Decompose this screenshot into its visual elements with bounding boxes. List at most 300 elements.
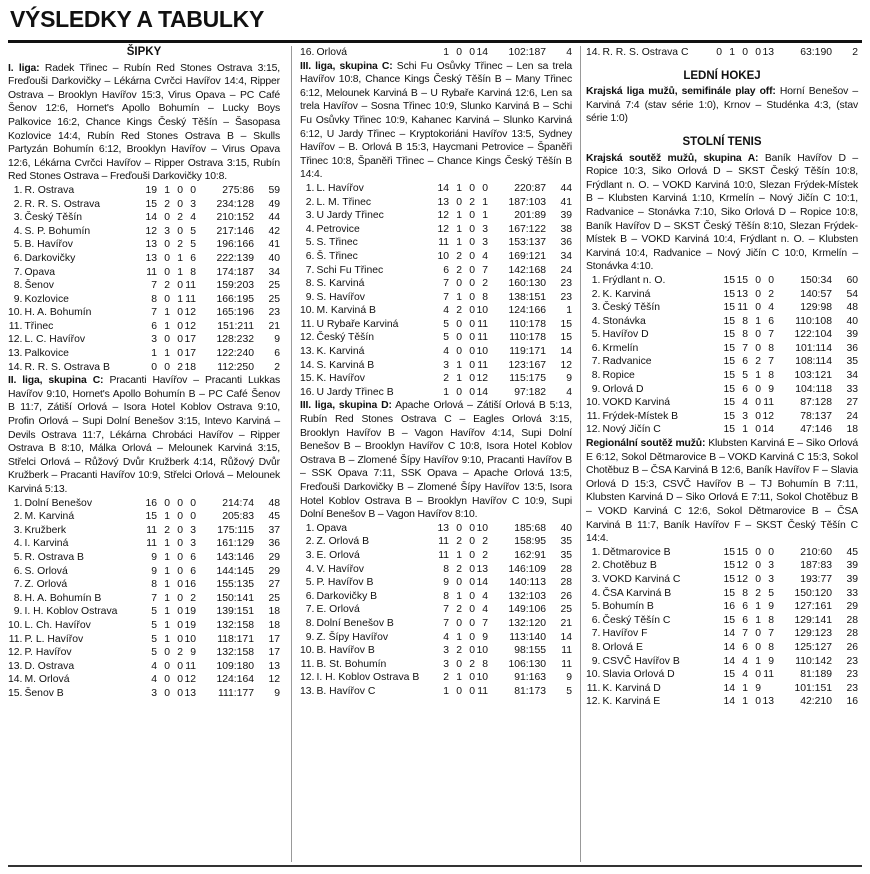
stat-cell: 2 [755, 587, 761, 599]
stat-cell: 0 [177, 225, 183, 237]
stat-cell: 7 [768, 329, 774, 341]
team-cell: S. Karviná B [316, 359, 375, 371]
stat-cell: 1 [164, 579, 170, 591]
score-cell: 139:151 [216, 606, 254, 618]
rank-cell: 1. [591, 274, 601, 286]
stat-cell: 3 [190, 198, 196, 210]
stat-cell: 0 [456, 346, 462, 358]
results-text: Klubsten Karviná E – Siko Orlová E 6:12, Sokol Dětmarovice B – VOKD Karviná C 15:3, Sokol Chotěbuz B – ČSA Karviná B 12:6, Baník Havířov F – Slavia Orlová D 15:3, CSVČ Havířov B – TJ Bohumín B 7:11, Klubsten Karviná D – Siko Orlová E 7:11, Sokol Chotěbuz B – VOKD Karviná C 12:6, Sokol Dětmarovice B – ČSA Karviná B 11:7, Baník Havířov F – SKST Český Těšín C 14:4. [586, 438, 858, 545]
score-cell: 127:161 [794, 601, 832, 613]
stat-cell: 15 [736, 546, 748, 558]
score-cell: 108:114 [795, 356, 832, 368]
score-cell: 124:166 [508, 305, 546, 317]
team-cell: L. Havířov [316, 182, 364, 194]
stat-cell: 9 [151, 551, 157, 563]
score-cell: 111:177 [217, 687, 254, 699]
table-row [300, 386, 572, 400]
table-row [586, 369, 858, 383]
table-row [8, 592, 280, 606]
stat-cell: 5 [190, 225, 196, 237]
rank-cell: 1. [305, 522, 315, 534]
table-row [586, 274, 858, 288]
stat-cell: 15 [723, 274, 735, 286]
points-cell: 9 [274, 687, 280, 699]
team-cell: D. Ostrava [24, 660, 75, 672]
score-cell: 185:68 [514, 522, 546, 534]
stat-cell: 14 [437, 182, 449, 194]
stat-cell: 14 [476, 577, 488, 589]
team-cell: L. C. Havířov [24, 334, 86, 346]
team-cell: Radvanice [602, 356, 652, 368]
stat-cell: 0 [177, 348, 183, 360]
stat-cell: 12 [145, 225, 157, 237]
score-cell: 214:74 [222, 497, 254, 509]
table-row [586, 301, 858, 315]
team-cell: P. Havířov [24, 647, 72, 659]
points-cell: 36 [846, 342, 858, 354]
stat-cell: 7 [151, 280, 157, 292]
stat-cell: 14 [762, 424, 774, 436]
points-cell: 23 [846, 682, 858, 694]
stat-cell: 9 [768, 601, 774, 613]
rank-cell: 6. [305, 250, 315, 262]
stat-cell: 0 [469, 685, 475, 697]
points-cell: 35 [560, 549, 572, 561]
stat-cell: 0 [456, 617, 462, 629]
team-cell: R. Ostrava B [24, 551, 84, 563]
points-cell: 48 [846, 302, 858, 314]
results-paragraph [586, 437, 858, 546]
points-cell: 4 [566, 386, 572, 398]
stat-cell: 15 [145, 511, 157, 523]
team-cell: Kružberk [24, 524, 67, 536]
stat-cell: 0 [469, 318, 475, 330]
team-cell: K. Karviná [602, 288, 651, 300]
table-row [8, 361, 280, 375]
score-cell: 110:178 [509, 332, 546, 344]
stat-cell: 11 [438, 237, 449, 249]
rank-cell: 10. [8, 307, 23, 319]
stat-cell: 0 [469, 47, 475, 58]
stat-cell: 1 [456, 373, 462, 385]
table-row [8, 225, 280, 239]
column-divider [291, 46, 292, 862]
score-cell: 153:137 [508, 237, 546, 249]
table-row [300, 359, 572, 373]
points-cell: 23 [846, 669, 858, 681]
stat-cell: 0 [177, 633, 183, 645]
stat-cell: 10 [476, 522, 488, 534]
points-cell: 16 [846, 696, 858, 708]
stat-cell: 6 [443, 264, 449, 276]
stat-cell: 1 [443, 685, 449, 697]
stat-cell: 0 [469, 386, 475, 398]
points-cell: 9 [566, 672, 572, 684]
points-cell: 38 [560, 223, 572, 235]
table-row [586, 342, 858, 356]
stat-cell: 0 [177, 198, 183, 210]
table-row [8, 605, 280, 619]
stat-cell: 8 [443, 590, 449, 602]
score-cell: 81:173 [514, 685, 546, 697]
stat-cell: 15 [723, 573, 735, 585]
team-cell: P. L. Havířov [24, 633, 84, 645]
rank-cell: 9. [13, 293, 23, 305]
stat-cell: 12 [437, 223, 449, 235]
stat-cell: 19 [184, 619, 196, 631]
stat-cell: 0 [469, 549, 475, 561]
stat-cell: 3 [190, 524, 196, 536]
team-cell: Český Těšín [316, 332, 375, 344]
stat-cell: 0 [164, 212, 170, 224]
points-cell: 34 [846, 370, 858, 382]
rank-cell: 16. [300, 386, 315, 398]
score-cell: 144:145 [216, 565, 254, 577]
stat-cell: 2 [469, 658, 475, 670]
score-cell: 160:130 [508, 278, 546, 290]
league-label: Regionální soutěž mužů: [586, 438, 706, 450]
team-cell: Stonávka [602, 315, 646, 327]
results-text: Apache Orlová – Zátiší Orlová B 5:13, Rubín Red Stones Ostrava C – Eagles Orlová 3:15, Brooklyn Havířov B – Vagon Havířov 4:14, Supi Dolní Benešov B – Brooklyn Havířov C 10:8, Isora Hotel Koblov Ostrava B – Zlomené Šípy Havířov 9:10, Pracanti Havířov B – SSK Opava 7:11, SSK Opava – Apache Orlová 13:5, Freďouši Darkovičky B – Zlomené Šípy Havířov 13:5, Isora Hotel Koblov Ostrava B – Brooklyn Havířov C 10:9, Supi Dolní Benešov B – Vagon Havířov 8:10. [300, 400, 573, 521]
table-row [8, 510, 280, 524]
rank-cell: 1. [13, 497, 23, 509]
points-cell: 11 [561, 645, 572, 657]
table-row [300, 685, 572, 699]
rank-cell: 2. [13, 198, 23, 210]
stat-cell: 0 [456, 577, 462, 589]
rank-cell: 11. [300, 318, 315, 330]
points-cell: 25 [268, 592, 280, 604]
stat-cell: 15 [723, 669, 735, 681]
score-cell: 118:171 [217, 633, 254, 645]
stat-cell: 1 [755, 614, 761, 626]
stat-cell: 3 [768, 573, 774, 585]
points-cell: 9 [566, 373, 572, 385]
team-cell: Slavia Orlová D [602, 669, 675, 681]
stat-cell: 1 [456, 359, 462, 371]
stat-cell: 0 [755, 410, 761, 422]
results-paragraph [8, 374, 280, 496]
stat-cell: 0 [177, 334, 183, 346]
points-cell: 25 [268, 293, 280, 305]
stat-cell: 6 [190, 252, 196, 264]
stat-cell: 7 [443, 604, 449, 616]
table-row [300, 631, 572, 645]
stat-cell: 3 [151, 334, 157, 346]
team-cell: CSVČ Havířov B [602, 655, 680, 667]
team-cell: B. Havířov C [316, 685, 376, 697]
stat-cell: 0 [755, 546, 761, 558]
stat-cell: 11 [477, 332, 488, 344]
standings-table [586, 274, 858, 437]
column-divider [580, 46, 581, 862]
stat-cell: 8 [190, 266, 196, 278]
stat-cell: 0 [768, 274, 774, 286]
table-row [8, 687, 280, 701]
stat-cell: 3 [164, 225, 170, 237]
team-cell: ČSA Karviná B [602, 587, 672, 599]
stat-cell: 15 [723, 383, 735, 395]
stat-cell: 14 [723, 641, 735, 653]
stat-cell: 16 [184, 579, 196, 591]
rank-cell: 14. [300, 359, 315, 371]
points-cell: 2 [274, 361, 280, 373]
standings-table [300, 46, 572, 60]
stat-cell: 11 [477, 685, 488, 697]
stat-cell: 2 [469, 196, 475, 208]
stat-cell: 0 [177, 687, 183, 699]
stat-cell: 0 [469, 645, 475, 657]
table-row [586, 695, 858, 709]
stat-cell: 4 [742, 655, 748, 667]
table-row [8, 293, 280, 307]
stat-cell: 8 [151, 579, 157, 591]
score-cell: 110:142 [795, 655, 832, 667]
stat-cell: 0 [469, 332, 475, 344]
stat-cell: 2 [456, 250, 462, 262]
points-cell: 45 [268, 511, 280, 523]
rank-cell: 12. [586, 696, 601, 708]
score-cell: 81:189 [800, 669, 832, 681]
rank-cell: 14. [586, 47, 601, 58]
table-row [586, 682, 858, 696]
stat-cell: 16 [145, 497, 157, 509]
rank-cell: 3. [591, 302, 601, 314]
rank-cell: 15. [300, 373, 315, 385]
score-cell: 187:103 [508, 196, 546, 208]
stat-cell: 15 [723, 410, 735, 422]
stat-cell: 6 [768, 315, 774, 327]
stat-cell: 11 [146, 538, 157, 550]
stat-cell: 1 [177, 293, 183, 305]
stat-cell: 1 [164, 320, 170, 332]
stat-cell: 8 [742, 329, 748, 341]
team-cell: Opava [24, 266, 56, 278]
stat-cell: 0 [164, 266, 170, 278]
score-cell: 201:89 [514, 210, 546, 222]
team-cell: Frýdek-Místek B [602, 410, 679, 422]
rank-cell: 5. [591, 329, 601, 341]
standings-table [8, 497, 280, 701]
table-row [586, 668, 858, 682]
rank-cell: 2. [13, 511, 23, 523]
table-row [586, 396, 858, 410]
table-row [8, 524, 280, 538]
stat-cell: 4 [443, 346, 449, 358]
stat-cell: 1 [164, 592, 170, 604]
team-cell: R. R. S. Ostrava [24, 198, 101, 210]
score-cell: 42:210 [800, 696, 832, 708]
stat-cell: 2 [456, 645, 462, 657]
score-cell: 140:57 [800, 288, 832, 300]
stat-cell: 0 [456, 196, 462, 208]
stat-cell: 1 [742, 696, 748, 708]
stat-cell: 15 [723, 546, 735, 558]
stat-cell: 6 [742, 383, 748, 395]
team-cell: Český Těšín [602, 302, 661, 314]
stat-cell: 12 [184, 307, 196, 319]
stat-cell: 3 [742, 410, 748, 422]
stat-cell: 0 [177, 538, 183, 550]
rank-cell: 8. [591, 370, 601, 382]
stat-cell: 2 [164, 524, 170, 536]
title-rule [8, 40, 862, 43]
score-cell: 140:113 [509, 577, 546, 589]
team-cell: Orlová D [602, 383, 644, 395]
points-cell: 49 [268, 198, 280, 210]
stat-cell: 0 [456, 318, 462, 330]
points-cell: 42 [268, 225, 280, 237]
results-paragraph [586, 152, 858, 274]
stat-cell: 4 [443, 631, 449, 643]
table-row [300, 590, 572, 604]
team-cell: Ropice [602, 370, 635, 382]
stat-cell: 12 [184, 320, 196, 332]
stat-cell: 1 [164, 606, 170, 618]
score-cell: 132:120 [508, 617, 546, 629]
stat-cell: 4 [482, 604, 488, 616]
stat-cell: 4 [482, 250, 488, 262]
stat-cell: 6 [151, 320, 157, 332]
stat-cell: 7 [742, 628, 748, 640]
stat-cell: 15 [723, 397, 735, 409]
stat-cell: 3 [482, 223, 488, 235]
points-cell: 21 [268, 320, 280, 332]
score-cell: 222:139 [216, 252, 254, 264]
stat-cell: 6 [190, 551, 196, 563]
score-cell: 159:203 [216, 280, 254, 292]
team-cell: Darkovičky B [316, 590, 378, 602]
score-cell: 115:175 [509, 373, 546, 385]
team-cell: M. Karviná [24, 511, 75, 523]
stat-cell: 3 [443, 359, 449, 371]
points-cell: 2 [852, 47, 858, 58]
points-cell: 36 [268, 538, 280, 550]
stat-cell: 9 [482, 631, 488, 643]
score-cell: 132:158 [216, 647, 254, 659]
score-cell: 193:77 [800, 573, 832, 585]
stat-cell: 1 [456, 223, 462, 235]
points-cell: 33 [846, 383, 858, 395]
score-cell: 102:187 [508, 47, 546, 58]
team-cell: S. Karviná [316, 278, 365, 290]
stat-cell: 15 [723, 614, 735, 626]
table-row [8, 320, 280, 334]
stat-cell: 0 [768, 546, 774, 558]
stat-cell: 12 [184, 674, 196, 686]
stat-cell: 2 [177, 239, 183, 251]
team-cell: M. Karviná B [316, 305, 376, 317]
stat-cell: 5 [151, 619, 157, 631]
stat-cell: 1 [164, 633, 170, 645]
score-cell: 175:115 [217, 524, 254, 536]
rank-cell: 7. [13, 579, 23, 591]
rank-cell: 8. [13, 592, 23, 604]
stat-cell: 6 [742, 356, 748, 368]
points-cell: 9 [274, 334, 280, 346]
stat-cell: 1 [177, 266, 183, 278]
table-row [8, 279, 280, 293]
team-cell: K. Karviná D [602, 682, 661, 694]
stat-cell: 19 [145, 184, 157, 196]
stat-cell: 0 [742, 47, 748, 58]
team-cell: S. Orlová [24, 565, 68, 577]
stat-cell: 2 [177, 361, 183, 373]
points-cell: 48 [268, 497, 280, 509]
rank-cell: 9. [13, 606, 23, 618]
stat-cell: 4 [742, 669, 748, 681]
points-cell: 34 [268, 266, 280, 278]
points-cell: 13 [268, 660, 280, 672]
results-paragraph [586, 85, 858, 126]
table-row [300, 196, 572, 210]
team-cell: I. H. Koblov Ostrava [24, 606, 118, 618]
team-cell: V. Havířov [316, 563, 365, 575]
stat-cell: 15 [736, 274, 748, 286]
team-cell: Havířov F [602, 628, 648, 640]
rank-cell: 2. [305, 196, 315, 208]
points-cell: 28 [846, 628, 858, 640]
column-2 [300, 46, 572, 699]
stat-cell: 3 [190, 538, 196, 550]
score-cell: 169:121 [508, 250, 546, 262]
stat-cell: 0 [456, 685, 462, 697]
league-label: III. liga, skupina D: [300, 400, 392, 412]
stat-cell: 1 [755, 655, 761, 667]
stat-cell: 0 [177, 320, 183, 332]
stat-cell: 13 [145, 252, 157, 264]
team-cell: B. St. Bohumín [316, 658, 387, 670]
stat-cell: 0 [177, 184, 183, 196]
team-cell: L. Ch. Havířov [24, 619, 91, 631]
stat-cell: 1 [164, 565, 170, 577]
team-cell: Chotěbuz B [602, 560, 657, 572]
score-cell: 129:123 [794, 628, 832, 640]
team-cell: Krmelín [602, 342, 639, 354]
rank-cell: 7. [305, 264, 315, 276]
stat-cell: 10 [184, 633, 196, 645]
table-row [300, 277, 572, 291]
table-row [300, 658, 572, 672]
points-cell: 23 [846, 655, 858, 667]
stat-cell: 5 [443, 332, 449, 344]
stat-cell: 0 [177, 579, 183, 591]
page-title: VÝSLEDKY A TABULKY [10, 6, 265, 32]
rank-cell: 8. [305, 617, 315, 629]
score-cell: 220:87 [514, 182, 546, 194]
stat-cell: 5 [151, 606, 157, 618]
team-cell: S. Havířov [316, 291, 365, 303]
stat-cell: 8 [742, 587, 748, 599]
stat-cell: 0 [164, 293, 170, 305]
stat-cell: 1 [482, 210, 488, 222]
team-cell: Kozlovice [24, 293, 69, 305]
table-row [300, 671, 572, 685]
stat-cell: 6 [742, 601, 748, 613]
stat-cell: 7 [443, 617, 449, 629]
table-row [8, 184, 280, 198]
score-cell: 150:141 [216, 592, 254, 604]
stat-cell: 0 [177, 307, 183, 319]
stat-cell: 2 [456, 536, 462, 548]
stat-cell: 0 [755, 573, 761, 585]
score-cell: 162:91 [514, 549, 546, 561]
points-cell: 14 [560, 346, 572, 358]
stat-cell: 7 [151, 592, 157, 604]
points-cell: 24 [846, 410, 858, 422]
stat-cell: 2 [755, 356, 761, 368]
team-cell: Dolní Benešov B [316, 617, 394, 629]
